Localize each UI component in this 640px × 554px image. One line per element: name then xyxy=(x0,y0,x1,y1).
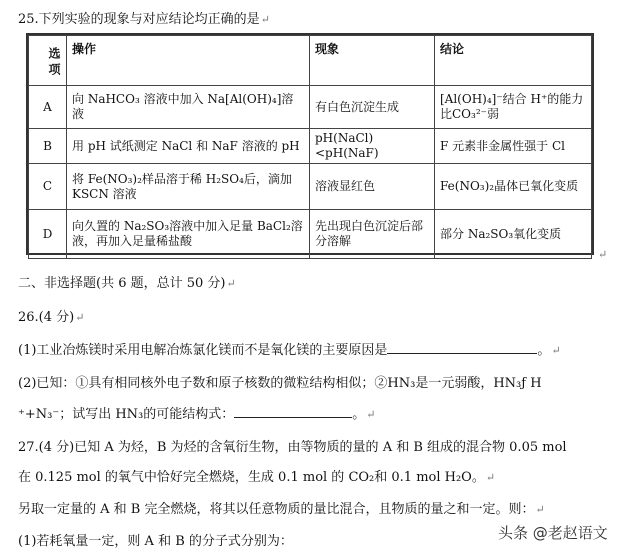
answer-blank[interactable] xyxy=(234,405,352,418)
table-row xyxy=(29,210,592,259)
row-operation: 向久置的 Na₂SO₃溶液中加入足量 BaCl₂溶液，再加入足量稀盐酸 xyxy=(67,210,310,259)
header-operation: 操作 xyxy=(67,36,310,86)
row-option: C xyxy=(29,164,67,210)
paragraph-mark: ↵ xyxy=(551,344,561,357)
question-26-part-2-line-1: (2)已知：①具有相同核外电子数和原子核数的微粒结构相似；②HN₃是一元弱酸，HN₃ƒ H xyxy=(18,376,542,391)
question-26-part-1: (1)工业冶炼镁时采用电解冶炼氯化镁而不是氧化镁的主要原因是 。↵ xyxy=(18,343,561,358)
question-26-part-2-line-2: ⁺+N₃⁻；试写出 HN₃的可能结构式： 。↵ xyxy=(18,407,376,422)
question-25-title: 25.下列实验的现象与对应结论均正确的是↵ xyxy=(18,12,270,27)
section-2-title: 二、非选择题(共 6 题，总计 50 分)↵ xyxy=(18,276,236,291)
question-27-line-2: 在 0.125 mol 的氧气中恰好完全燃烧，生成 0.1 mol 的 CO₂和 0.1 mol H₂O。↵ xyxy=(18,470,496,485)
paragraph-mark: ↵ xyxy=(535,503,545,516)
row-phenomenon: 溶液显红色 xyxy=(310,164,435,210)
paragraph-mark: ↵ xyxy=(598,248,608,261)
question-27-line-4: (1)若耗氧量一定，则 A 和 B 的分子式分别为： xyxy=(18,534,293,549)
row-option: D xyxy=(29,210,67,259)
row-operation: 向 NaHCO₃ 溶液中加入 Na[Al(OH)₄]溶液 xyxy=(67,86,310,129)
paragraph-mark: ↵ xyxy=(366,408,376,421)
row-operation: 将 Fe(NO₃)₂样品溶于稀 H₂SO₄后，滴加 KSCN 溶液 xyxy=(67,164,310,210)
paragraph-mark: ↵ xyxy=(226,277,236,290)
table-row xyxy=(29,129,592,164)
table-row xyxy=(29,164,592,210)
header-phenomenon: 现象 xyxy=(310,36,435,86)
header-conclusion: 结论 xyxy=(435,36,592,86)
row-phenomenon: pH(NaCl)<pH(NaF) xyxy=(310,129,435,164)
question-27-line-1: 27.(4 分)已知 A 为烃，B 为烃的含氧衍生物，由等物质的量的 A 和 B 组成的混合物 0.05 mol xyxy=(18,440,567,455)
row-conclusion: Fe(NO₃)₂晶体已氧化变质 xyxy=(435,164,592,210)
question-26-head: 26.(4 分)↵ xyxy=(18,310,85,325)
answer-table xyxy=(26,33,594,255)
paragraph-mark: ↵ xyxy=(485,471,496,484)
paragraph-mark: ↵ xyxy=(260,13,270,26)
row-option: A xyxy=(29,86,67,129)
row-operation: 用 pH 试纸测定 NaCl 和 NaF 溶液的 pH xyxy=(67,129,310,164)
row-phenomenon: 有白色沉淀生成 xyxy=(310,86,435,129)
row-option: B xyxy=(29,129,67,164)
paragraph-mark: ↵ xyxy=(75,311,85,324)
table-header-row xyxy=(29,36,592,86)
row-conclusion: [Al(OH)₄]⁻结合 H⁺的能力比CO₃²⁻弱 xyxy=(435,86,592,129)
header-option: 选项 xyxy=(29,36,67,86)
table-row xyxy=(29,86,592,129)
answer-blank[interactable] xyxy=(387,341,537,354)
row-conclusion: F 元素非金属性强于 Cl xyxy=(435,129,592,164)
question-27-line-3: 另取一定量的 A 和 B 完全燃烧，将其以任意物质的量比混合，且物质的量之和一定。则：↵ xyxy=(18,502,545,517)
watermark-logo: 头条 @老赵语文 xyxy=(498,524,608,542)
row-phenomenon: 先出现白色沉淀后部分溶解 xyxy=(310,210,435,259)
row-conclusion: 部分 Na₂SO₃氧化变质 xyxy=(435,210,592,259)
